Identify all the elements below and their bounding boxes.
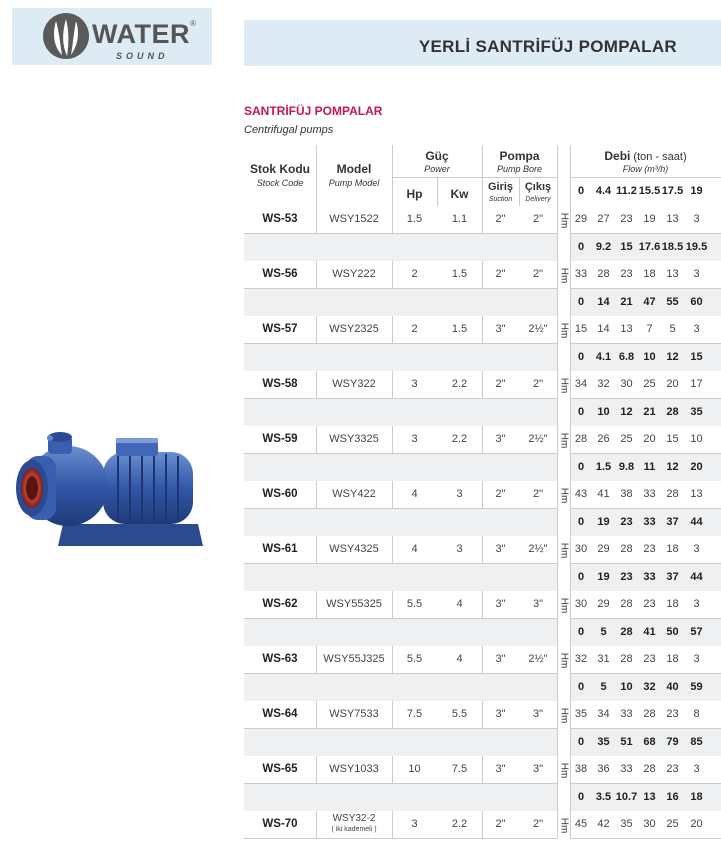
head-value: 33 (620, 763, 633, 775)
head-value: 13 (666, 213, 679, 225)
table-row (244, 426, 721, 481)
power-kw: 1.5 (451, 323, 468, 335)
flow-value: 19 (690, 185, 703, 197)
head-value: 3 (693, 653, 700, 665)
power-hp: 7.5 (406, 708, 423, 720)
flow-value: 0 (577, 791, 585, 803)
power-kw: 2.2 (451, 433, 468, 445)
suction-size: 3" (495, 708, 506, 720)
power-hp: 3 (411, 378, 418, 390)
head-value: 33 (643, 488, 656, 500)
flow-value: 20 (690, 461, 703, 473)
hm-label: Hm (558, 762, 570, 778)
head-value: 35 (574, 708, 588, 720)
flow-value: 0 (577, 241, 585, 253)
flow-value: 4.1 (595, 351, 612, 363)
flow-value: 0 (577, 626, 585, 638)
suction-size: 2" (495, 268, 506, 280)
flow-value: 50 (666, 626, 679, 638)
head-value: 5 (669, 323, 676, 335)
hm-label: Hm (558, 212, 570, 228)
hm-label: Hm (558, 432, 570, 448)
head-value: 3 (693, 213, 700, 225)
power-kw: 2.2 (451, 378, 468, 390)
model: WSY3325 (329, 433, 379, 445)
flow-value: 60 (690, 296, 703, 308)
flow-header (570, 149, 721, 163)
flow-value: 44 (690, 571, 703, 583)
delivery-size: 2½" (528, 323, 548, 335)
delivery-size: 2" (532, 213, 544, 225)
head-value: 31 (597, 653, 610, 665)
head-value: 36 (597, 763, 610, 775)
suction-size: 2" (495, 378, 506, 390)
head-value: 20 (666, 378, 679, 390)
stock-code: WS-60 (262, 488, 298, 500)
delivery-size: 2½" (528, 653, 548, 665)
table-row (244, 701, 721, 756)
head-value: 18 (666, 598, 679, 610)
head-value: 29 (574, 213, 588, 225)
flow-value: 17.5 (661, 185, 684, 197)
head-value: 19 (643, 213, 656, 225)
model: WSY1033 (329, 763, 379, 775)
flow-value: 0 (577, 406, 585, 418)
head-value: 3 (693, 543, 700, 555)
table-row (244, 536, 721, 591)
suction-size: 3" (495, 763, 506, 775)
flow-value: 10.7 (615, 791, 638, 803)
flow-value: 0 (577, 351, 585, 363)
hp-header: Hp (406, 187, 423, 201)
head-value: 3 (693, 323, 700, 335)
head-value: 30 (620, 378, 633, 390)
flow-value: 32 (643, 681, 656, 693)
hm-label: Hm (558, 817, 570, 833)
logo-subtitle: SOUND (116, 51, 169, 61)
stock-code: WS-57 (262, 323, 298, 335)
head-value: 33 (574, 268, 588, 280)
model: WSY55325 (326, 598, 382, 610)
pump-header: Pompa (499, 149, 540, 163)
flow-value: 17.6 (638, 241, 661, 253)
stock-code: WS-65 (262, 763, 298, 775)
head-value: 27 (597, 213, 610, 225)
flow-value: 4.4 (595, 185, 612, 197)
flow-value: 18 (690, 791, 703, 803)
flow-value: 10 (597, 406, 610, 418)
header-bar (244, 20, 721, 66)
flow-value: 6.8 (618, 351, 635, 363)
power-hp: 4 (411, 488, 418, 500)
head-value: 25 (666, 818, 679, 830)
head-value: 17 (690, 378, 703, 390)
model: WSY7533 (329, 708, 379, 720)
head-value: 42 (597, 818, 610, 830)
flow-value: 21 (620, 296, 633, 308)
flow-value: 40 (666, 681, 679, 693)
table-row (244, 261, 721, 316)
stock-code: WS-53 (262, 213, 298, 225)
head-value: 28 (620, 653, 633, 665)
flow-value: 12 (666, 461, 679, 473)
stock-code-header-en: Stock Code (256, 178, 304, 188)
stock-code-header: Stok Kodu (250, 162, 310, 176)
table-header (244, 145, 721, 206)
flow-value: 85 (690, 736, 703, 748)
flow-value: 21 (643, 406, 656, 418)
model-note: ( iki kademeli ) (331, 826, 377, 833)
table-row (244, 811, 721, 866)
flow-value: 28 (620, 626, 633, 638)
flow-value: 0 (577, 736, 585, 748)
head-value: 29 (597, 598, 610, 610)
stock-code: WS-63 (262, 653, 298, 665)
power-header: Güç (425, 149, 449, 163)
delivery-header: Çıkış (524, 181, 552, 193)
model: WSY55J325 (323, 653, 385, 665)
flow-value: 68 (643, 736, 656, 748)
flow-value: 0 (577, 461, 585, 473)
suction-size: 3" (495, 653, 506, 665)
model: WSY322 (332, 378, 376, 390)
power-hp: 2 (411, 268, 418, 280)
flow-value: 19.5 (685, 241, 708, 253)
head-value: 23 (643, 543, 656, 555)
flow-value: 11 (643, 461, 656, 473)
flow-value: 0 (577, 681, 585, 693)
head-value: 20 (690, 818, 703, 830)
pump-table (244, 206, 721, 866)
stock-code: WS-59 (262, 433, 298, 445)
logo (12, 8, 212, 65)
flow-value: 33 (643, 571, 656, 583)
hm-label: Hm (558, 542, 570, 558)
head-value: 15 (574, 323, 588, 335)
hm-label: Hm (558, 707, 570, 723)
power-kw: 1.1 (451, 213, 468, 225)
flow-value: 41 (643, 626, 656, 638)
head-value: 23 (643, 653, 656, 665)
flow-value: 79 (666, 736, 679, 748)
delivery-size: 3" (532, 708, 544, 720)
power-hp: 1.5 (406, 213, 423, 225)
power-hp: 5.5 (406, 653, 423, 665)
head-value: 34 (574, 378, 588, 390)
flow-value: 1.5 (595, 461, 612, 473)
flow-value: 55 (666, 296, 679, 308)
delivery-size: 2" (532, 378, 544, 390)
power-kw: 1.5 (451, 268, 468, 280)
model: WSY4325 (329, 543, 379, 555)
head-value: 13 (666, 268, 679, 280)
flow-value: 15.5 (638, 185, 661, 197)
suction-size: 2" (495, 818, 506, 830)
flow-value: 37 (666, 516, 679, 528)
suction-size: 3" (495, 543, 506, 555)
table-row (244, 756, 721, 811)
head-value: 15 (666, 433, 679, 445)
flow-value: 13 (643, 791, 656, 803)
power-hp: 3 (411, 433, 418, 445)
head-value: 28 (643, 763, 656, 775)
head-value: 13 (620, 323, 633, 335)
table-row (244, 316, 721, 371)
power-hp: 5.5 (406, 598, 423, 610)
model-header-en: Pump Model (328, 178, 380, 188)
head-value: 3 (693, 598, 700, 610)
section-title: SANTRİFÜJ POMPALAR (244, 104, 383, 118)
flow-value: 15 (620, 241, 633, 253)
head-value: 14 (597, 323, 610, 335)
power-kw: 3 (456, 488, 463, 500)
delivery-size: 2½" (528, 433, 548, 445)
head-value: 29 (597, 543, 610, 555)
flow-value: 5 (600, 626, 607, 638)
flow-value: 5 (600, 681, 607, 693)
delivery-size: 2" (532, 488, 544, 500)
head-value: 28 (643, 708, 656, 720)
flow-value: 11.2 (616, 185, 637, 197)
flow-value: 47 (643, 296, 656, 308)
head-value: 18 (643, 268, 656, 280)
head-value: 8 (693, 708, 700, 720)
head-value: 28 (620, 598, 633, 610)
head-value: 23 (620, 268, 633, 280)
head-value: 13 (690, 488, 703, 500)
flow-value: 23 (620, 516, 633, 528)
head-value: 28 (597, 268, 610, 280)
pump-header-en: Pump Bore (496, 164, 543, 174)
stock-code: WS-56 (262, 268, 298, 280)
head-value: 18 (666, 653, 679, 665)
head-value: 23 (666, 708, 679, 720)
hm-label: Hm (558, 487, 570, 503)
model-cell (316, 813, 392, 835)
flow-value: 35 (690, 406, 703, 418)
delivery-size: 3" (532, 598, 544, 610)
flow-value: 37 (666, 571, 679, 583)
flow-value: 51 (620, 736, 633, 748)
table-row (244, 371, 721, 426)
head-value: 32 (597, 378, 610, 390)
suction-size: 3" (495, 323, 506, 335)
logo-registered: ® (190, 19, 196, 28)
head-value: 41 (597, 488, 610, 500)
flow-value: 10 (643, 351, 656, 363)
flow-value: 19 (597, 571, 610, 583)
delivery-header-en: Delivery (525, 196, 551, 203)
head-value: 38 (620, 488, 633, 500)
power-hp: 10 (408, 763, 421, 775)
logo-emblem (42, 11, 90, 61)
head-value: 26 (597, 433, 610, 445)
flow-value: 0 (577, 296, 585, 308)
model: WSY32-2 (332, 813, 376, 824)
power-kw: 7.5 (451, 763, 468, 775)
hm-label: Hm (558, 377, 570, 393)
head-value: 35 (620, 818, 633, 830)
model: WSY222 (332, 268, 376, 280)
suction-header-en: Suction (488, 196, 513, 203)
stock-code: WS-61 (262, 543, 298, 555)
model: WSY1522 (329, 213, 379, 225)
flow-value: 3.5 (595, 791, 612, 803)
flow-value: 15 (690, 351, 703, 363)
delivery-size: 2½" (528, 543, 548, 555)
head-value: 34 (597, 708, 610, 720)
model: WSY2325 (329, 323, 379, 335)
flow-value: 59 (690, 681, 703, 693)
delivery-size: 2" (532, 818, 544, 830)
power-kw: 2.2 (451, 818, 468, 830)
head-value: 7 (646, 323, 653, 335)
flow-value: 9.2 (595, 241, 612, 253)
power-kw: 4 (456, 653, 463, 665)
flow-value: 44 (690, 516, 703, 528)
flow-value: 33 (643, 516, 656, 528)
head-value: 30 (643, 818, 656, 830)
head-value: 30 (574, 543, 588, 555)
head-value: 18 (666, 543, 679, 555)
head-value: 28 (574, 433, 588, 445)
stock-code: WS-58 (262, 378, 298, 390)
flow-value: 19 (597, 516, 610, 528)
table-row (244, 206, 721, 261)
hm-label: Hm (558, 597, 570, 613)
power-header-en: Power (424, 164, 450, 174)
hm-label: Hm (558, 652, 570, 668)
table-row (244, 481, 721, 536)
pump-image (8, 424, 208, 554)
head-value: 28 (620, 543, 633, 555)
power-hp: 3 (411, 818, 418, 830)
section-subtitle: Centrifugal pumps (244, 124, 334, 136)
table-row (244, 646, 721, 701)
head-value: 43 (574, 488, 588, 500)
hm-label: Hm (558, 322, 570, 338)
power-kw: 4 (456, 598, 463, 610)
power-kw: 5.5 (451, 708, 468, 720)
suction-size: 2" (495, 213, 506, 225)
flow-value: 12 (666, 351, 679, 363)
flow-value: 57 (690, 626, 703, 638)
head-value: 32 (574, 653, 588, 665)
delivery-size: 2" (532, 268, 544, 280)
head-value: 3 (693, 763, 700, 775)
head-value: 10 (690, 433, 703, 445)
page-title: YERLİ SANTRİFÜJ POMPALAR (418, 37, 677, 56)
stock-code: WS-62 (262, 598, 298, 610)
flow-value: 0 (577, 516, 585, 528)
head-value: 20 (643, 433, 656, 445)
model-header: Model (336, 162, 372, 176)
power-kw: 3 (456, 543, 463, 555)
head-value: 25 (620, 433, 633, 445)
flow-header-label: Debi (604, 149, 631, 163)
head-value: 3 (693, 268, 700, 280)
flow-header-en: Flow (m³/h) (622, 164, 669, 174)
flow-value: 28 (666, 406, 679, 418)
head-value: 45 (574, 818, 588, 830)
flow-value: 9.8 (618, 461, 635, 473)
power-hp: 2 (411, 323, 418, 335)
flow-value: 10 (620, 681, 633, 693)
flow-value: 35 (597, 736, 610, 748)
flow-value: 18.5 (661, 241, 684, 253)
flow-header-unit: (ton - saat) (630, 151, 687, 163)
flow-value: 23 (620, 571, 633, 583)
head-value: 38 (574, 763, 588, 775)
head-value: 25 (643, 378, 656, 390)
head-value: 33 (620, 708, 633, 720)
head-value: 23 (620, 213, 633, 225)
flow-value: 0 (577, 185, 585, 197)
suction-size: 2" (495, 488, 506, 500)
delivery-size: 3" (532, 763, 544, 775)
suction-size: 3" (495, 433, 506, 445)
head-value: 23 (666, 763, 679, 775)
hm-label: Hm (558, 267, 570, 283)
head-value: 28 (666, 488, 679, 500)
model: WSY422 (332, 488, 376, 500)
flow-value: 14 (597, 296, 610, 308)
flow-value: 0 (577, 571, 585, 583)
logo-wordmark: WATER (92, 19, 190, 49)
head-value: 23 (643, 598, 656, 610)
suction-size: 3" (495, 598, 506, 610)
flow-value: 12 (620, 406, 633, 418)
kw-header: Kw (450, 187, 469, 201)
power-hp: 4 (411, 543, 418, 555)
stock-code: WS-64 (262, 708, 298, 720)
suction-header: Giriş (487, 181, 514, 193)
table-row (244, 591, 721, 646)
head-value: 30 (574, 598, 588, 610)
flow-value: 16 (666, 791, 679, 803)
stock-code: WS-70 (262, 818, 298, 830)
